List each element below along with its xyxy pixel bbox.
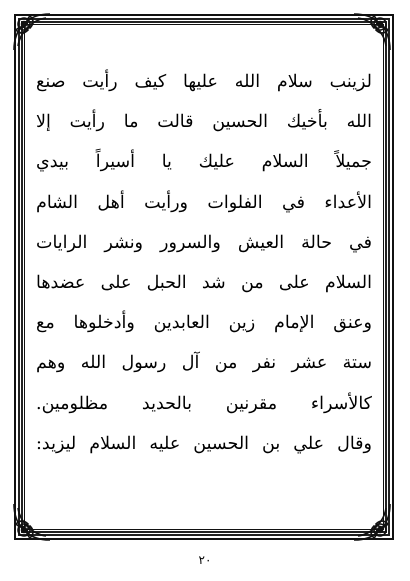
text-line: لزينب سلام الله عليها كيف رأيت صنع — [36, 72, 372, 92]
corner-ornament-bottom-left — [10, 500, 54, 544]
text-line: كالأسراء مقرنين بالحديد مظلومين. — [36, 393, 372, 414]
text-line: الله بأخيك الحسين قالت ما رأيت إلا — [36, 112, 372, 133]
body-text — [36, 62, 372, 502]
corner-ornament-top-right — [350, 10, 394, 54]
text-line: جميلاً السلام عليك يا أسيراً بيدي — [36, 152, 372, 173]
text-line: السلام على من شد الحبل على عضدها — [36, 272, 372, 293]
corner-ornament-bottom-right — [350, 500, 394, 544]
text-line: وقال علي بن الحسين عليه السلام ليزيد: — [36, 433, 372, 454]
text-line: في حالة العيش والسرور ونشر الرايات — [36, 232, 372, 253]
corner-ornament-top-left — [10, 10, 54, 54]
text-line: الأعداء في الفلوات ورأيت أهل الشام — [36, 192, 372, 213]
text-line: وعنق الإمام زين العابدين وأدخلوها مع — [36, 313, 372, 334]
text-line: ستة عشر نفر من آل رسول الله وهم — [36, 353, 372, 374]
page-number: ٢٠ — [198, 553, 212, 567]
